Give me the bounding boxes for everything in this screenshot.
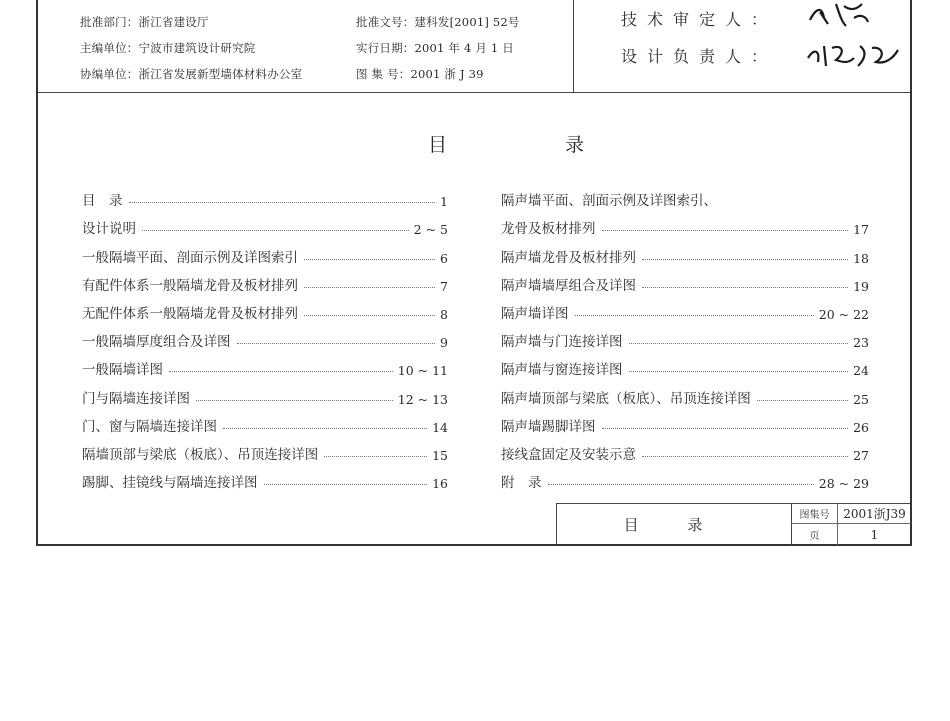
toc-left-column [82, 181, 448, 491]
signature-block [573, 0, 911, 92]
toc-item[interactable]: 隔声墙与窗连接详图 24 [501, 362, 869, 379]
toc-item[interactable]: 一般隔墙厚度组合及详图 9 [82, 334, 448, 351]
toc-item[interactable]: 隔声墙顶部与梁底（板底）、吊顶连接详图 25 [501, 390, 869, 407]
toc-item[interactable]: 隔声墙踢脚详图 26 [501, 418, 869, 435]
toc-item[interactable]: 门与隔墙连接详图 12 ~ 13 [82, 390, 448, 407]
co-editor-unit: 协编单位：浙江省发展新型墙体材料办公室 [80, 67, 303, 81]
toc-item[interactable]: 踢脚、挂镜线与隔墙连接详图 16 [82, 475, 448, 492]
atlas-number: 图 集 号：2001 浙 J 39 [356, 67, 484, 81]
approval-info [38, 0, 573, 92]
toc-item[interactable]: 隔声墙龙骨及板材排列 18 [501, 249, 869, 266]
technical-reviewer-label: 技术审定人： [621, 10, 778, 29]
toc-item[interactable]: 无配件体系一般隔墙龙骨及板材排列 8 [82, 305, 448, 322]
page-label: 页 [791, 524, 837, 545]
designer-signature [802, 38, 912, 74]
toc-item[interactable]: 隔声墙平面、剖面示例及详图索引、 [501, 193, 717, 210]
page-title: 目 录 [428, 134, 641, 156]
toc-item[interactable]: 隔声墙详图 20 ~ 22 [501, 305, 869, 322]
effective-date: 实行日期：2001 年 4 月 1 日 [356, 41, 514, 55]
page-number: 1 [837, 524, 911, 545]
approval-department: 批准部门：浙江省建设厅 [80, 15, 209, 29]
title-block-title: 目 录 [623, 516, 725, 534]
title-block [556, 503, 911, 545]
toc-item[interactable]: 一般隔墙平面、剖面示例及详图索引 6 [82, 249, 448, 266]
toc-item[interactable]: 隔声墙与门连接详图 23 [501, 334, 869, 351]
atlas-number-value: 2001浙J39 [837, 504, 911, 524]
toc-item[interactable]: 龙骨及板材排列 17 [501, 221, 869, 238]
toc-item[interactable]: 接线盒固定及安装示意 27 [501, 446, 869, 463]
toc-right-column [501, 181, 869, 491]
reviewer-signature [806, 0, 886, 32]
header-block [38, 0, 910, 93]
design-lead-label: 设计负责人： [621, 47, 778, 66]
toc-item[interactable]: 设计说明 2 ~ 5 [82, 221, 448, 238]
toc-item[interactable]: 附 录 28 ~ 29 [501, 475, 869, 492]
chief-editor-unit: 主编单位：宁波市建筑设计研究院 [80, 41, 256, 55]
toc-item[interactable]: 隔墙顶部与梁底（板底）、吊顶连接详图 15 [82, 446, 448, 463]
toc-item[interactable]: 隔声墙墙厚组合及详图 19 [501, 277, 869, 294]
toc-item[interactable]: 门、窗与隔墙连接详图 14 [82, 418, 448, 435]
toc-item[interactable]: 目 录 1 [82, 193, 448, 210]
drawing-sheet [36, 0, 912, 546]
atlas-number-label: 图集号 [791, 504, 837, 524]
toc-item[interactable]: 一般隔墙详图 10 ~ 11 [82, 362, 448, 379]
approval-number: 批准文号：建科发[2001] 52号 [356, 15, 520, 29]
toc-item[interactable]: 有配件体系一般隔墙龙骨及板材排列 7 [82, 277, 448, 294]
